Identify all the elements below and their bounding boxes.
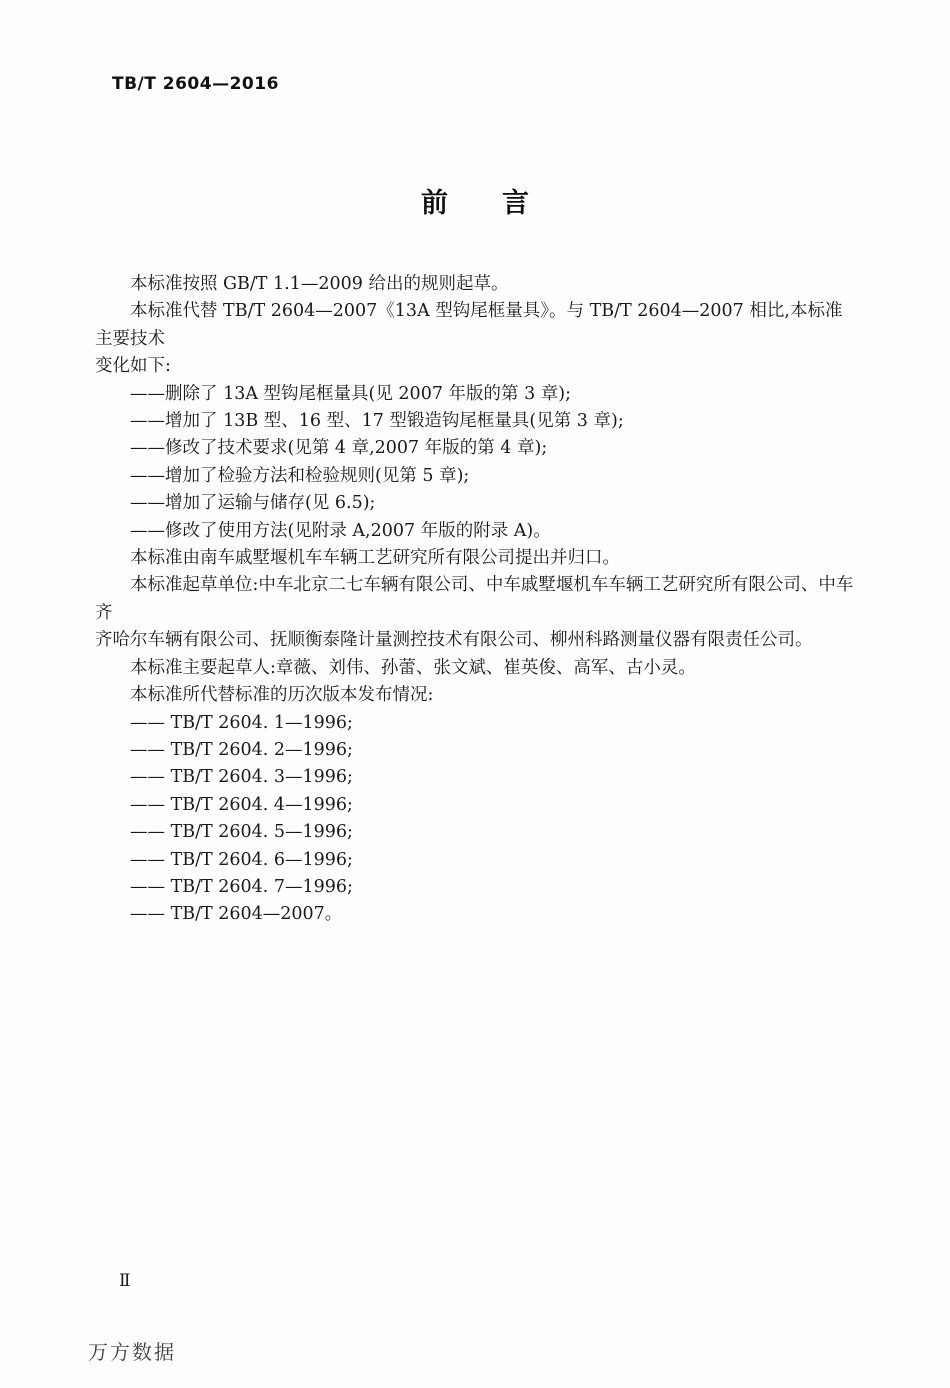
text-line: —— TB/T 2604. 5—1996;	[130, 822, 353, 843]
standard-number: TB/T 2604—2016	[112, 74, 279, 94]
text-line: ——删除了 13A 型钩尾框量具(见 2007 年版的第 3 章);	[130, 383, 572, 404]
text-line: ——修改了技术要求(见第 4 章,2007 年版的第 4 章);	[130, 438, 548, 459]
text-line: —— TB/T 2604. 1—1996;	[130, 712, 353, 733]
page-number: Ⅱ	[119, 1271, 131, 1291]
text-line: 齐哈尔车辆有限公司、抚顺衡泰隆计量测控技术有限公司、柳州科路测量仪器有限责任公司。	[95, 630, 813, 651]
text-line: ——修改了使用方法(见附录 A,2007 年版的附录 A)。	[130, 520, 551, 541]
text-line: ——增加了 13B 型、16 型、17 型锻造钩尾框量具(见第 3 章);	[130, 411, 624, 432]
text-line: —— TB/T 2604. 6—1996;	[130, 849, 353, 870]
text-line: —— TB/T 2604. 4—1996;	[130, 794, 353, 815]
wanfang-watermark: 万方数据	[88, 1340, 176, 1364]
foreword-body	[95, 271, 857, 929]
text-line: —— TB/T 2604. 7—1996;	[130, 876, 353, 897]
text-line: 本标准所代替标准的历次版本发布情况:	[130, 685, 434, 706]
page-title: 前 言	[421, 188, 529, 219]
text-line: —— TB/T 2604. 3—1996;	[130, 767, 353, 788]
text-line: 本标准主要起草人:章薇、刘伟、孙蕾、张文斌、崔英俊、高军、古小灵。	[130, 657, 696, 678]
text-line: ——增加了检验方法和检验规则(见第 5 章);	[130, 465, 470, 486]
text-line: —— TB/T 2604—2007。	[130, 904, 343, 925]
text-line: 本标准由南车戚墅堰机车车辆工艺研究所有限公司提出并归口。	[130, 548, 620, 569]
text-line: 本标准按照 GB/T 1.1—2009 给出的规则起草。	[130, 274, 509, 294]
text-line: 变化如下:	[95, 356, 171, 377]
text-line: 本标准起草单位:中车北京二七车辆有限公司、中车戚墅堰机车车辆工艺研究所有限公司、中车齐	[95, 575, 854, 623]
text-line: —— TB/T 2604. 2—1996;	[130, 739, 353, 760]
text-line: 本标准代替 TB/T 2604—2007《13A 型钩尾框量具》。与 TB/T 2604—2007 相比,本标准主要技术	[95, 301, 843, 349]
text-line: ——增加了运输与储存(见 6.5);	[130, 493, 376, 514]
